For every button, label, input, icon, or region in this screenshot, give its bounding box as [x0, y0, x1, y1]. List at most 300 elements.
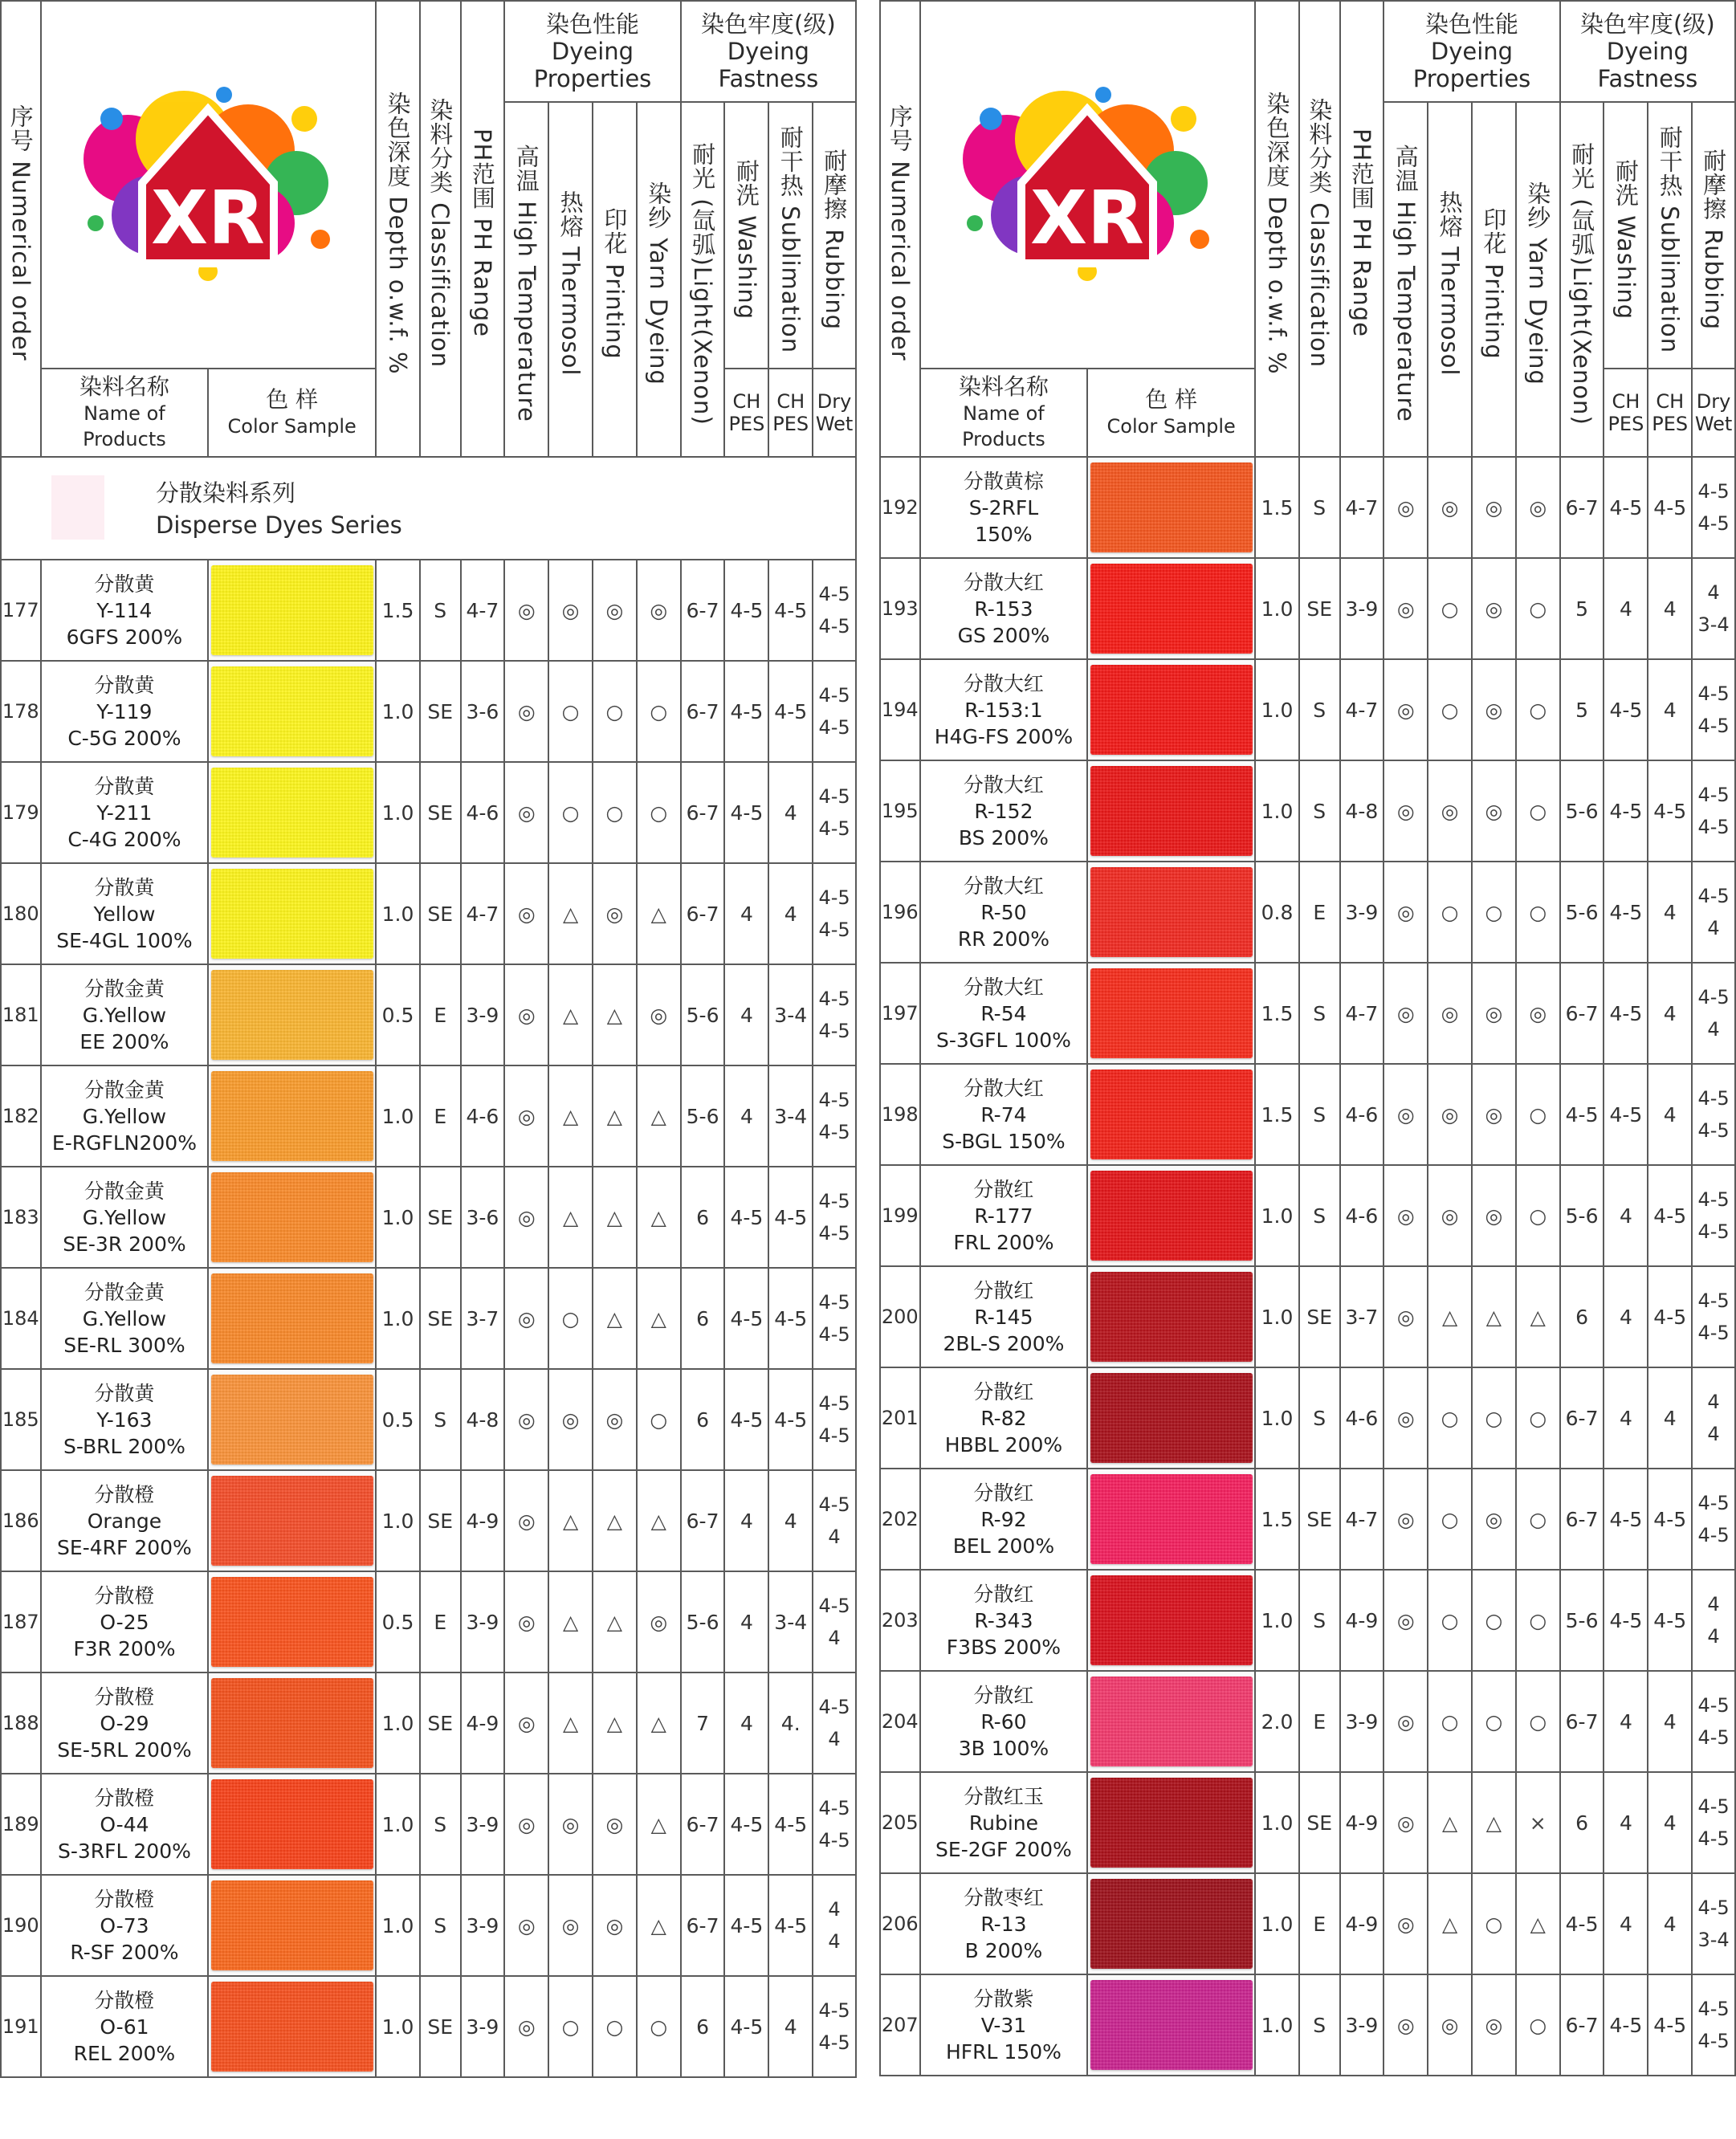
- table-row: [880, 1266, 1735, 1367]
- color-swatch: [1090, 665, 1253, 755]
- thermosol-value: △: [548, 1470, 593, 1571]
- sublimation-fastness-value: 4: [768, 863, 813, 964]
- color-swatch: [1090, 968, 1253, 1058]
- light-fastness-value: 5-6: [681, 1065, 725, 1167]
- ph-value: 3-9: [1340, 1671, 1384, 1772]
- high-temperature-value: ◎: [1384, 1974, 1428, 2076]
- color-swatch: [211, 1476, 373, 1566]
- classification-value: SE: [1299, 558, 1340, 659]
- classification-value: E: [1299, 862, 1340, 963]
- ph-value: 4-9: [1340, 1873, 1384, 1974]
- high-temperature-value: ◎: [1384, 1165, 1428, 1266]
- washing-fastness-value: 4: [724, 1672, 768, 1774]
- product-name: 分散黄 Y-211 C-4G 200%: [41, 762, 209, 863]
- sublimation-fastness-value: 4: [1648, 1064, 1692, 1165]
- sublimation-fastness-value: 4: [1648, 1671, 1692, 1772]
- sublimation-fastness-value: 4-5: [1648, 1974, 1692, 2076]
- ph-value: 3-9: [1340, 1974, 1384, 2076]
- yarn-dyeing-value: ×: [1516, 1772, 1560, 1873]
- printing-value: △: [593, 1065, 637, 1167]
- row-number: 194: [880, 659, 920, 760]
- header-dyeing-fastness: 染色牢度(级) Dyeing Fastness: [701, 10, 836, 92]
- high-temperature-value: ◎: [504, 762, 548, 863]
- thermosol-value: △: [1428, 1266, 1472, 1367]
- sublimation-fastness-value: 4: [1648, 1873, 1692, 1974]
- washing-fastness-value: 4: [1604, 1873, 1648, 1974]
- ph-value: 4-9: [461, 1672, 505, 1774]
- thermosol-value: ◎: [548, 1369, 593, 1470]
- table-row: [1, 1875, 856, 1976]
- sublimation-fastness-value: 4: [768, 762, 813, 863]
- product-name: 分散红 R-145 2BL-S 200%: [920, 1266, 1088, 1367]
- printing-value: ◎: [593, 1875, 637, 1976]
- thermosol-value: ◎: [548, 1875, 593, 1976]
- color-swatch: [1090, 462, 1253, 552]
- light-fastness-value: 6-7: [1560, 1974, 1604, 2076]
- rubbing-fastness-value: 4 4: [1692, 1367, 1735, 1469]
- color-swatch: [1090, 1474, 1253, 1564]
- header-printing: 印花 Printing: [601, 207, 629, 360]
- sublimation-fastness-value: 3-4: [768, 1065, 813, 1167]
- thermosol-value: △: [1428, 1873, 1472, 1974]
- thermosol-value: △: [548, 1167, 593, 1268]
- color-sample-cell: [208, 1571, 376, 1672]
- washing-fastness-value: 4-5: [724, 560, 768, 661]
- thermosol-value: ○: [1428, 1671, 1472, 1772]
- classification-value: SE: [1299, 1266, 1340, 1367]
- thermosol-value: △: [548, 1672, 593, 1774]
- yarn-dyeing-value: ○: [1516, 1974, 1560, 2076]
- rubbing-fastness-value: 4-5 4-5: [813, 1976, 856, 2077]
- high-temperature-value: ◎: [504, 1065, 548, 1167]
- product-name: 分散大红 R-74 S-BGL 150%: [920, 1064, 1088, 1165]
- sublimation-fastness-value: 4-5: [1648, 1570, 1692, 1671]
- printing-value: ◎: [1472, 1064, 1516, 1165]
- rubbing-fastness-value: 4-5 4-5: [1692, 457, 1735, 558]
- depth-value: 1.0: [1255, 1266, 1299, 1367]
- depth-value: 1.0: [1255, 1772, 1299, 1873]
- thermosol-value: ◎: [1428, 760, 1472, 862]
- washing-fastness-value: 4-5: [724, 1976, 768, 2077]
- thermosol-value: ◎: [548, 1774, 593, 1875]
- classification-value: S: [1299, 963, 1340, 1064]
- header-name-of-products: 染料名称 Name of Products: [958, 373, 1049, 450]
- washing-fastness-value: 4-5: [1604, 760, 1648, 862]
- high-temperature-value: ◎: [504, 1470, 548, 1571]
- depth-value: 0.5: [376, 964, 420, 1065]
- light-fastness-value: 5-6: [681, 964, 725, 1065]
- sublimation-fastness-value: 4-5: [768, 661, 813, 762]
- washing-fastness-value: 4-5: [1604, 1064, 1648, 1165]
- high-temperature-value: ◎: [504, 1369, 548, 1470]
- table-row: [880, 1671, 1735, 1772]
- washing-fastness-value: 4: [1604, 558, 1648, 659]
- logo-text: XR: [1030, 175, 1145, 261]
- product-name: 分散紫 V-31 HFRL 150%: [920, 1974, 1088, 2076]
- rubbing-fastness-value: 4-5 4-5: [1692, 1165, 1735, 1266]
- light-fastness-value: 6-7: [1560, 1469, 1604, 1570]
- rubbing-fastness-value: 4-5 4: [813, 1672, 856, 1774]
- depth-value: 1.0: [1255, 1570, 1299, 1671]
- high-temperature-value: ◎: [1384, 1469, 1428, 1570]
- table-row: [880, 1367, 1735, 1469]
- color-swatch: [1090, 766, 1253, 856]
- light-fastness-value: 6-7: [681, 762, 725, 863]
- printing-value: ○: [593, 1976, 637, 2077]
- yarn-dyeing-value: ○: [1516, 558, 1560, 659]
- light-fastness-value: 6: [681, 1167, 725, 1268]
- product-name: 分散金黄 G.Yellow EE 200%: [41, 964, 209, 1065]
- classification-value: S: [1299, 1367, 1340, 1469]
- row-number: 185: [1, 1369, 41, 1470]
- table-row: [880, 659, 1735, 760]
- ph-value: 3-9: [461, 1774, 505, 1875]
- header-thermosol: 热熔 Thermosol: [1436, 190, 1464, 377]
- sublimation-fastness-value: 4: [1648, 1367, 1692, 1469]
- yarn-dyeing-value: △: [637, 1065, 681, 1167]
- product-name: 分散红 R-60 3B 100%: [920, 1671, 1088, 1772]
- classification-value: E: [420, 1065, 461, 1167]
- color-sample-cell: [208, 964, 376, 1065]
- table-row: [880, 558, 1735, 659]
- rubbing-fastness-value: 4-5 4-5: [1692, 1772, 1735, 1873]
- washing-fastness-value: 4-5: [724, 1268, 768, 1369]
- table-row: [880, 1570, 1735, 1671]
- header-yarn-dyeing: 染纱 Yarn Dyeing: [645, 181, 673, 385]
- row-number: 188: [1, 1672, 41, 1774]
- classification-value: S: [420, 1774, 461, 1875]
- washing-fastness-value: 4-5: [1604, 963, 1648, 1064]
- product-name: 分散黄棕 S-2RFL 150%: [920, 457, 1088, 558]
- table-row: [1, 1672, 856, 1774]
- high-temperature-value: ◎: [1384, 760, 1428, 862]
- yarn-dyeing-value: △: [637, 1268, 681, 1369]
- yarn-dyeing-value: ◎: [1516, 963, 1560, 1064]
- light-fastness-value: 6: [1560, 1266, 1604, 1367]
- row-number: 187: [1, 1571, 41, 1672]
- yarn-dyeing-value: ○: [637, 661, 681, 762]
- product-name: 分散大红 R-50 RR 200%: [920, 862, 1088, 963]
- thermosol-value: ○: [1428, 659, 1472, 760]
- light-fastness-value: 5-6: [681, 1571, 725, 1672]
- product-name: 分散红玉 Rubine SE-2GF 200%: [920, 1772, 1088, 1873]
- printing-value: ◎: [593, 863, 637, 964]
- color-sample-cell: [1087, 862, 1255, 963]
- row-number: 199: [880, 1165, 920, 1266]
- brand-logo: [943, 63, 1232, 304]
- color-sample-cell: [208, 863, 376, 964]
- yarn-dyeing-value: ○: [1516, 1064, 1560, 1165]
- series-title-cn: 分散染料系列: [156, 479, 296, 507]
- header-rubbing: 耐摩擦 Rubbing: [821, 148, 849, 331]
- thermosol-value: ◎: [548, 560, 593, 661]
- header-washing: 耐洗 Washing: [732, 158, 760, 320]
- thermosol-value: ◎: [1428, 457, 1472, 558]
- color-sample-cell: [1087, 1570, 1255, 1671]
- light-fastness-value: 5-6: [1560, 1165, 1604, 1266]
- dye-table: [0, 0, 857, 2078]
- yarn-dyeing-value: ○: [1516, 1367, 1560, 1469]
- color-sample-cell: [1087, 963, 1255, 1064]
- color-swatch: [211, 1172, 373, 1262]
- product-name: 分散橙 O-29 SE-5RL 200%: [41, 1672, 209, 1774]
- header-color-sample: 色 样 Color Sample: [1106, 386, 1236, 438]
- depth-value: 1.0: [376, 1672, 420, 1774]
- classification-value: SE: [420, 1672, 461, 1774]
- color-swatch: [1090, 1171, 1253, 1261]
- printing-value: △: [593, 1470, 637, 1571]
- depth-value: 1.0: [376, 1470, 420, 1571]
- light-fastness-value: 6-7: [1560, 963, 1604, 1064]
- header-classification: 染料分类 Classification: [426, 97, 454, 369]
- ph-value: 4-7: [461, 560, 505, 661]
- color-swatch: [211, 1375, 373, 1465]
- ph-value: 4-7: [1340, 457, 1384, 558]
- panel-divider: [861, 0, 878, 2139]
- rubbing-fastness-value: 4-5 4-5: [1692, 1974, 1735, 2076]
- washing-fastness-value: 4-5: [724, 1369, 768, 1470]
- washing-fastness-value: 4-5: [724, 1167, 768, 1268]
- ph-value: 4-6: [1340, 1367, 1384, 1469]
- header-dyeing-properties: 染色性能 Dyeing Properties: [1412, 10, 1531, 92]
- high-temperature-value: ◎: [1384, 963, 1428, 1064]
- depth-value: 1.0: [376, 1268, 420, 1369]
- printing-value: ○: [1472, 1873, 1516, 1974]
- ph-value: 3-7: [1340, 1266, 1384, 1367]
- header-thermosol: 热熔 Thermosol: [556, 190, 585, 377]
- high-temperature-value: ◎: [1384, 1367, 1428, 1469]
- depth-value: 0.8: [1255, 862, 1299, 963]
- ph-value: 3-9: [461, 964, 505, 1065]
- table-row: [880, 1772, 1735, 1873]
- sublimation-fastness-value: 4-5: [1648, 1469, 1692, 1570]
- color-sample-cell: [1087, 1165, 1255, 1266]
- table-row: [880, 1165, 1735, 1266]
- row-number: 184: [1, 1268, 41, 1369]
- washing-fastness-value: 4-5: [1604, 659, 1648, 760]
- row-number: 201: [880, 1367, 920, 1469]
- printing-value: ◎: [1472, 1469, 1516, 1570]
- printing-value: △: [593, 964, 637, 1065]
- yarn-dyeing-value: ○: [1516, 760, 1560, 862]
- washing-fastness-value: 4: [724, 863, 768, 964]
- thermosol-value: ○: [548, 1268, 593, 1369]
- classification-value: S: [420, 560, 461, 661]
- color-sample-cell: [208, 762, 376, 863]
- classification-value: SE: [1299, 1772, 1340, 1873]
- washing-fastness-value: 4-5: [724, 1774, 768, 1875]
- high-temperature-value: ◎: [504, 560, 548, 661]
- header-ph-range: PH范围 PH Range: [468, 128, 496, 337]
- high-temperature-value: ◎: [1384, 1873, 1428, 1974]
- header-rubbing-dry-wet: Dry Wet: [815, 390, 854, 435]
- depth-value: 1.5: [1255, 457, 1299, 558]
- ph-value: 4-8: [1340, 760, 1384, 862]
- printing-value: ◎: [1472, 1974, 1516, 2076]
- color-swatch: [1090, 1070, 1253, 1159]
- light-fastness-value: 6-7: [681, 863, 725, 964]
- product-name: 分散金黄 G.Yellow E-RGFLN200%: [41, 1065, 209, 1167]
- row-number: 196: [880, 862, 920, 963]
- light-fastness-value: 5-6: [1560, 760, 1604, 862]
- color-swatch: [1090, 1879, 1253, 1969]
- color-swatch: [211, 1577, 373, 1667]
- ph-value: 3-7: [461, 1268, 505, 1369]
- sublimation-fastness-value: 4: [1648, 659, 1692, 760]
- color-sample-cell: [208, 1875, 376, 1976]
- row-number: 198: [880, 1064, 920, 1165]
- light-fastness-value: 5-6: [1560, 862, 1604, 963]
- ph-value: 4-9: [1340, 1772, 1384, 1873]
- table-row: [1, 661, 856, 762]
- depth-value: 1.0: [1255, 760, 1299, 862]
- color-sample-cell: [1087, 457, 1255, 558]
- high-temperature-value: ◎: [1384, 457, 1428, 558]
- high-temperature-value: ◎: [1384, 659, 1428, 760]
- ph-value: 4-6: [461, 762, 505, 863]
- depth-value: 0.5: [376, 1369, 420, 1470]
- high-temperature-value: ◎: [504, 1672, 548, 1774]
- rubbing-fastness-value: 4-5 4-5: [813, 661, 856, 762]
- yarn-dyeing-value: △: [637, 863, 681, 964]
- yarn-dyeing-value: ○: [637, 1369, 681, 1470]
- high-temperature-value: ◎: [504, 1774, 548, 1875]
- color-sample-cell: [208, 1167, 376, 1268]
- classification-value: S: [420, 1369, 461, 1470]
- sublimation-fastness-value: 4: [1648, 558, 1692, 659]
- rubbing-fastness-value: 4-5 4-5: [813, 964, 856, 1065]
- depth-value: 1.0: [1255, 1873, 1299, 1974]
- high-temperature-value: ◎: [504, 863, 548, 964]
- sublimation-fastness-value: 4-5: [768, 1268, 813, 1369]
- depth-value: 1.5: [1255, 1064, 1299, 1165]
- high-temperature-value: ◎: [1384, 862, 1428, 963]
- depth-value: 1.0: [376, 661, 420, 762]
- washing-fastness-value: 4-5: [724, 1875, 768, 1976]
- row-number: 192: [880, 457, 920, 558]
- sublimation-fastness-value: 4-5: [768, 560, 813, 661]
- product-name: 分散黄 Y-119 C-5G 200%: [41, 661, 209, 762]
- product-name: 分散橙 O-73 R-SF 200%: [41, 1875, 209, 1976]
- row-number: 183: [1, 1167, 41, 1268]
- product-name: 分散枣红 R-13 B 200%: [920, 1873, 1088, 1974]
- row-number: 191: [1, 1976, 41, 2077]
- sublimation-fastness-value: 4-5: [1648, 457, 1692, 558]
- row-number: 193: [880, 558, 920, 659]
- table-row: [880, 1469, 1735, 1570]
- ph-value: 4-6: [1340, 1165, 1384, 1266]
- high-temperature-value: ◎: [504, 661, 548, 762]
- classification-value: SE: [1299, 1469, 1340, 1570]
- washing-fastness-value: 4: [1604, 1772, 1648, 1873]
- rubbing-fastness-value: 4 4: [1692, 1570, 1735, 1671]
- sublimation-fastness-value: 4-5: [768, 1167, 813, 1268]
- series-banner: [1, 457, 856, 560]
- product-name: 分散黄 Y-163 S-BRL 200%: [41, 1369, 209, 1470]
- row-number: 202: [880, 1469, 920, 1570]
- sublimation-fastness-value: 3-4: [768, 964, 813, 1065]
- row-number: 200: [880, 1266, 920, 1367]
- printing-value: △: [593, 1268, 637, 1369]
- depth-value: 2.0: [1255, 1671, 1299, 1772]
- yarn-dyeing-value: △: [637, 1470, 681, 1571]
- yarn-dyeing-value: ◎: [637, 964, 681, 1065]
- classification-value: S: [1299, 1165, 1340, 1266]
- high-temperature-value: ◎: [1384, 1570, 1428, 1671]
- rubbing-fastness-value: 4-5 4-5: [1692, 760, 1735, 862]
- product-name: 分散红 R-92 BEL 200%: [920, 1469, 1088, 1570]
- header-sublimation: 耐干热 Sublimation: [1656, 124, 1684, 354]
- yarn-dyeing-value: ○: [1516, 1469, 1560, 1570]
- table-row: [1, 1774, 856, 1875]
- washing-fastness-value: 4: [724, 1470, 768, 1571]
- header-high-temperature: 高温 High Temperature: [1392, 145, 1420, 422]
- row-number: 178: [1, 661, 41, 762]
- depth-value: 1.5: [1255, 1469, 1299, 1570]
- left-panel: [0, 0, 857, 2139]
- table-row: [1, 964, 856, 1065]
- high-temperature-value: ◎: [1384, 1064, 1428, 1165]
- color-sample-cell: [208, 1065, 376, 1167]
- rubbing-fastness-value: 4-5 4-5: [813, 560, 856, 661]
- header-color-sample: 色 样 Color Sample: [227, 386, 357, 438]
- high-temperature-value: ◎: [1384, 1266, 1428, 1367]
- ph-value: 4-6: [461, 1065, 505, 1167]
- color-sample-cell: [1087, 1469, 1255, 1570]
- light-fastness-value: 6-7: [681, 1470, 725, 1571]
- light-fastness-value: 4-5: [1560, 1064, 1604, 1165]
- table-row: [1, 1268, 856, 1369]
- color-sample-cell: [1087, 1873, 1255, 1974]
- color-sample-cell: [1087, 558, 1255, 659]
- product-name: 分散红 R-177 FRL 200%: [920, 1165, 1088, 1266]
- printing-value: ○: [593, 661, 637, 762]
- rubbing-fastness-value: 4-5 4-5: [813, 762, 856, 863]
- sublimation-fastness-value: 4-5: [768, 1369, 813, 1470]
- sublimation-fastness-value: 4.: [768, 1672, 813, 1774]
- classification-value: S: [1299, 659, 1340, 760]
- rubbing-fastness-value: 4-5 4-5: [813, 1774, 856, 1875]
- product-name: 分散大红 R-54 S-3GFL 100%: [920, 963, 1088, 1064]
- table-row: [880, 1064, 1735, 1165]
- product-name: 分散黄 Y-114 6GFS 200%: [41, 560, 209, 661]
- color-swatch: [1090, 1575, 1253, 1665]
- thermosol-value: ○: [548, 1976, 593, 2077]
- header-rubbing-dry-wet: Dry Wet: [1694, 390, 1733, 435]
- yarn-dyeing-value: ◎: [637, 560, 681, 661]
- row-number: 179: [1, 762, 41, 863]
- printing-value: ○: [1472, 862, 1516, 963]
- printing-value: △: [593, 1571, 637, 1672]
- color-swatch: [1090, 564, 1253, 654]
- washing-fastness-value: 4: [1604, 1165, 1648, 1266]
- yarn-dyeing-value: ◎: [637, 1571, 681, 1672]
- depth-value: 1.0: [1255, 1165, 1299, 1266]
- product-name: 分散红 R-343 F3BS 200%: [920, 1570, 1088, 1671]
- color-sample-cell: [208, 1976, 376, 2077]
- printing-value: ○: [593, 762, 637, 863]
- color-sample-cell: [208, 1369, 376, 1470]
- rubbing-fastness-value: 4 4: [813, 1875, 856, 1976]
- printing-value: ◎: [1472, 760, 1516, 862]
- printing-value: ◎: [1472, 558, 1516, 659]
- high-temperature-value: ◎: [1384, 558, 1428, 659]
- ph-value: 4-7: [1340, 1469, 1384, 1570]
- light-fastness-value: 6-7: [681, 1875, 725, 1976]
- rubbing-fastness-value: 4-5 4-5: [813, 1065, 856, 1167]
- rubbing-fastness-value: 4-5 4-5: [813, 1167, 856, 1268]
- sublimation-fastness-value: 4-5: [768, 1774, 813, 1875]
